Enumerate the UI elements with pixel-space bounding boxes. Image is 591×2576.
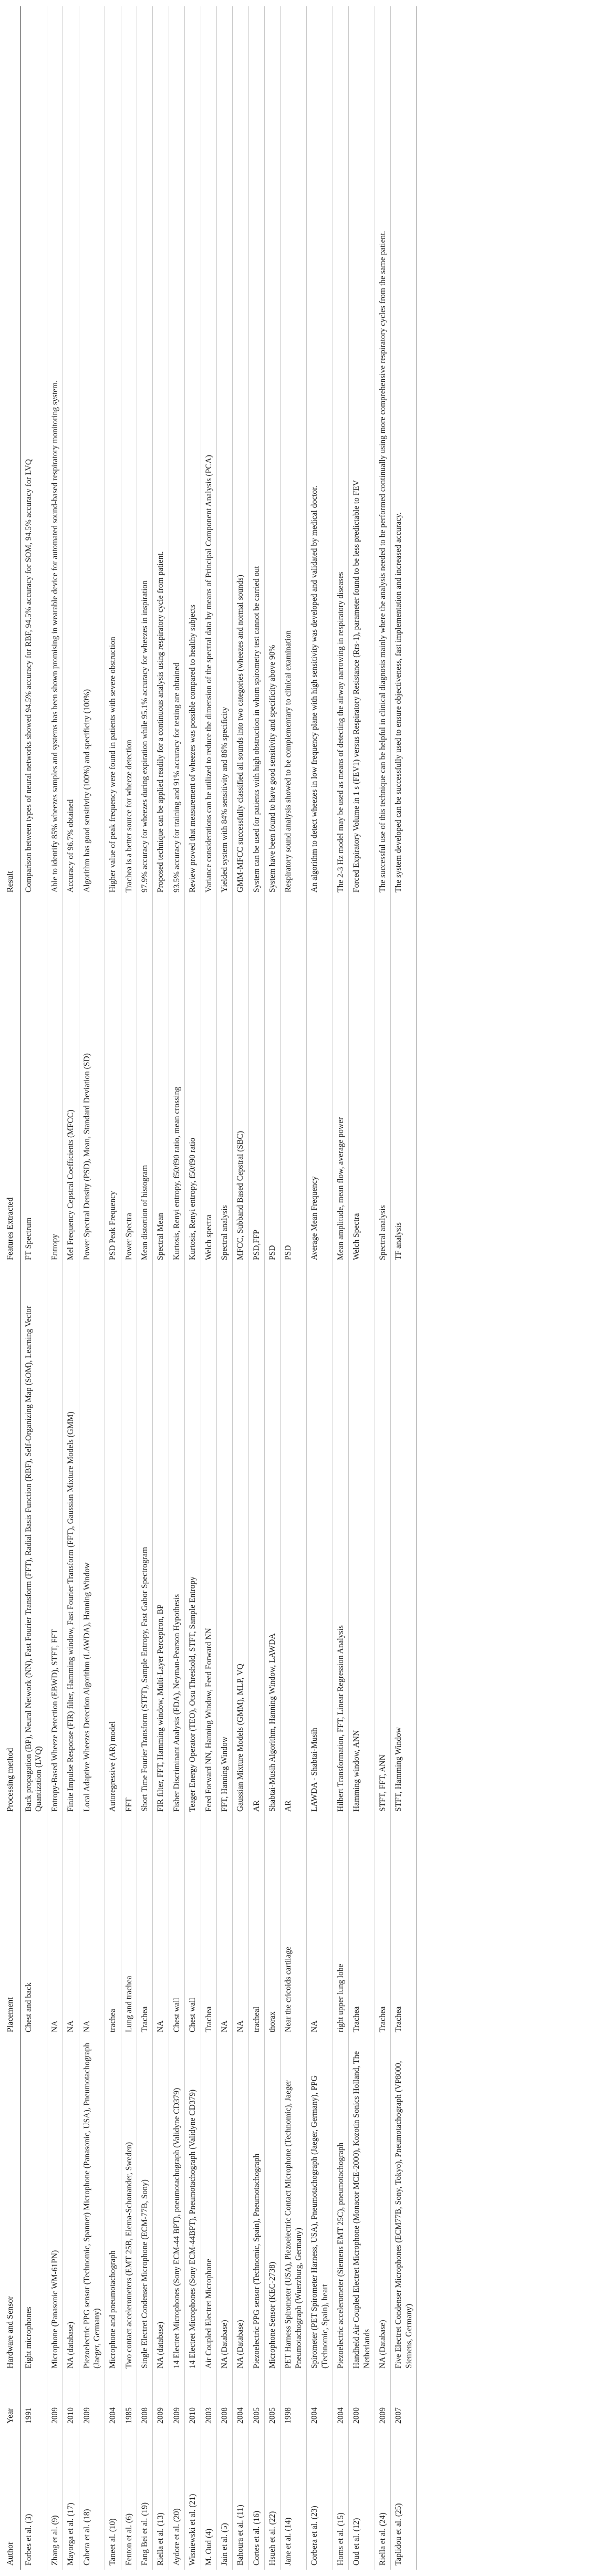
- cell-features: Power Spectral Density (PSD), Mean, Standard Deviation (SD): [79, 897, 105, 1264]
- cell-hardware: Microphone Sensor (KEC-2738): [265, 2037, 281, 2373]
- cell-author: Taplidou et al. (25): [391, 2428, 417, 2570]
- cell-placement: Chest wall: [185, 1816, 201, 2037]
- cell-result: 97.9% accuracy for wheezes during expiration while 95.1% accuracy for wheezes in inspiration: [137, 6, 153, 897]
- table-row: [63, 6, 79, 2570]
- cell-processing: AR: [248, 1264, 264, 1816]
- cell-author: Jain et al. (5): [216, 2428, 232, 2570]
- cell-placement: NA: [216, 1816, 232, 2037]
- header-result: Result: [3, 6, 21, 897]
- table-row: [121, 6, 137, 2570]
- cell-features: Average Mean Frequency: [307, 897, 333, 1264]
- cell-features: Mean distortion of histogram: [137, 897, 153, 1264]
- cell-hardware: Piezoelectric PPG sensor (Technomic, Spanner) Microphone (Panasonic, USA), Pneumotachograph (Jaeger, Germany): [79, 2037, 105, 2373]
- cell-result: The 2-3 Hz model may be used as means of detecting the airway narrowing in respiratory diseases: [333, 6, 348, 897]
- cell-author: Mayorga et al. (17): [63, 2428, 79, 2570]
- table-row: [201, 6, 216, 2570]
- cell-hardware: 14 Electret Microphones (Sony ECM-44BPT), Pneumotachograph (Validyne CD379): [185, 2037, 201, 2373]
- cell-author: Bahoura et al. (11): [233, 2428, 248, 2570]
- cell-author: M. Oud (4): [201, 2428, 216, 2570]
- cell-processing: Fisher Discriminant Analysis (FDA), Neyman-Pearson Hypothesis: [169, 1264, 184, 1816]
- cell-placement: Trachea: [349, 1816, 375, 2037]
- cell-processing: Finite Impulse Response (FIR) filter, Hamming window, Fast Fourier Transform (FFT), Gaussian Mixture Models (GMM): [63, 1264, 79, 1816]
- cell-result: An algorithm to detect wheezes in low frequency plane with high sensitivity was developed and validated by medical doctor.: [307, 6, 333, 897]
- cell-hardware: Single Electret Condenser Microphone (ECM-77B, Sony): [137, 2037, 153, 2373]
- cell-author: Fenton et al. (6): [121, 2428, 137, 2570]
- table-row: [21, 6, 47, 2570]
- cell-year: 2005: [265, 2373, 281, 2428]
- cell-placement: tracheal: [248, 1816, 264, 2037]
- cell-placement: Lung and trachea: [121, 1816, 137, 2037]
- cell-hardware: NA (database): [153, 2037, 169, 2373]
- cell-features: Entropy: [47, 897, 63, 1264]
- cell-processing: FFT, Hanning Window: [216, 1264, 232, 1816]
- cell-result: Respiratory sound analysis showed to be complementary to clinical examination: [281, 6, 307, 897]
- cell-result: Algorithm has good sensitivity (100%) and specificity (100%): [79, 6, 105, 897]
- cell-result: Yielded system with 84% sensitivity and 86% specificity: [216, 6, 232, 897]
- cell-result: The successful use of this technique can be helpful in clinical diagnosis mainly where the analysis needed to be performed continually using more comprehensive respiratory cycles from the same patient.: [375, 6, 391, 897]
- cell-features: FT Spectrum: [21, 897, 47, 1264]
- table-row: [333, 6, 348, 2570]
- cell-hardware: Two contact accelerometers (EMT 25B, Elema-Schonander, Sweden): [121, 2037, 137, 2373]
- cell-processing: LAWDA - Shabtai-Musih: [307, 1264, 333, 1816]
- cell-year: 2005: [248, 2373, 264, 2428]
- cell-year: 2004: [333, 2373, 348, 2428]
- cell-result: Comparison between types of neural networks showed 94.5% accuracy for RBF, 94.5% accuracy for SOM, 94.5% accuracy for LVQ: [21, 6, 47, 897]
- cell-features: Kurtosis, Renyi entropy, f50/f90 ratio, mean crossing: [169, 897, 184, 1264]
- cell-author: Wisniewski et al. (21): [185, 2428, 201, 2570]
- cell-processing: STFT, FFT, ANN: [375, 1264, 391, 1816]
- cell-hardware: NA (Database): [375, 2037, 391, 2373]
- cell-hardware: 14 Electret Microphones (Sony ECM-44 BPT), pneumotachograph (Validyne CD379): [169, 2037, 184, 2373]
- cell-hardware: NA (Database): [216, 2037, 232, 2373]
- cell-year: 2000: [349, 2373, 375, 2428]
- cell-year: 2009: [47, 2373, 63, 2428]
- cell-features: Power Spectra: [121, 897, 137, 1264]
- cell-features: Spectral analysis: [216, 897, 232, 1264]
- cell-result: Review proved that measurement of wheezes was possible compared to healthy subjects: [185, 6, 201, 897]
- cell-year: 2009: [153, 2373, 169, 2428]
- cell-placement: Trachea: [391, 1816, 417, 2037]
- header-author: Author: [3, 2428, 21, 2570]
- cell-processing: FFT: [121, 1264, 137, 1816]
- cell-author: Zhang et al. (9): [47, 2428, 63, 2570]
- cell-author: Riella et al. (24): [375, 2428, 391, 2570]
- cell-year: 2009: [169, 2373, 184, 2428]
- cell-hardware: Piezoelectric accelerometer (Siemens EMT 25C), pneumotachograph: [333, 2037, 348, 2373]
- cell-placement: Trachea: [137, 1816, 153, 2037]
- cell-hardware: Air Coupled Electret Microphone: [201, 2037, 216, 2373]
- cell-year: 2010: [63, 2373, 79, 2428]
- cell-features: MFCC, Subband Based Cepstral (SBC): [233, 897, 248, 1264]
- cell-processing: Feed Forward NN, Hanning Window, Feed Forward NN: [201, 1264, 216, 1816]
- cell-year: 2004: [105, 2373, 121, 2428]
- cell-author: Corbera et al. (23): [307, 2428, 333, 2570]
- cell-result: Able to identify 85% wheezes samples and systems has been shown promising in wearable device for automated sound-based respiratory monitoring system.: [47, 6, 63, 897]
- cell-author: Riella et al. (13): [153, 2428, 169, 2570]
- cell-author: Oud et al. (12): [349, 2428, 375, 2570]
- cell-features: Welch Spectra: [349, 897, 375, 1264]
- cell-result: Higher value of peak frequency were found in patients with severe obstruction: [105, 6, 121, 897]
- cell-result: System have been found to have good sensitivity and specificity above 90%: [265, 6, 281, 897]
- cell-placement: trachea: [105, 1816, 121, 2037]
- cell-year: 2007: [391, 2373, 417, 2428]
- cell-processing: STFT, Hamming Window: [391, 1264, 417, 1816]
- table-row: [391, 6, 417, 2570]
- cell-placement: Trachea: [375, 1816, 391, 2037]
- cell-placement: thorax: [265, 1816, 281, 2037]
- cell-author: Fang Bei et al. (19): [137, 2428, 153, 2570]
- cell-placement: right upper lung lobe: [333, 1816, 348, 2037]
- cell-processing: Hilbert Transformation, FFT, Linear Regression Analysis: [333, 1264, 348, 1816]
- cell-author: Jane et al. (14): [281, 2428, 307, 2570]
- cell-processing: AR: [281, 1264, 307, 1816]
- cell-features: Spectral Mean: [153, 897, 169, 1264]
- cell-placement: Chest and back: [21, 1816, 47, 2037]
- cell-hardware: PET Harness Spirometer (USA), Piezoelectric Contact Microphone (Technomic), Jaeger Pneumotachograph (Wuerzburg, Germany): [281, 2037, 307, 2373]
- table-row: [375, 6, 391, 2570]
- cell-result: Trachea is a better source for wheeze detection: [121, 6, 137, 897]
- cell-author: Forbes et al. (3): [21, 2428, 47, 2570]
- cell-year: 2008: [137, 2373, 153, 2428]
- table-row: [265, 6, 281, 2570]
- table-row: [307, 6, 333, 2570]
- cell-features: PSD: [265, 897, 281, 1264]
- cell-features: Kurtosis, Renyi entropy, f50/f90 ratio: [185, 897, 201, 1264]
- cell-placement: NA: [307, 1816, 333, 2037]
- cell-hardware: Eight microphones: [21, 2037, 47, 2373]
- cell-processing: Hamming window, ANN: [349, 1264, 375, 1816]
- cell-hardware: Spirometer (PET Spirometer Harness, USA), Pneumotachograph (Jaeger, Germany), PPG (Technomic, Spain), heart: [307, 2037, 333, 2373]
- cell-year: 2009: [79, 2373, 105, 2428]
- cell-year: 1991: [21, 2373, 47, 2428]
- header-processing: Processing method: [3, 1264, 21, 1816]
- cell-result: System can be used for patients with high obstruction in whom spirometry test cannot be carried out: [248, 6, 264, 897]
- cell-processing: Teager Energy Operator (TEO), Otsu Threshold, STFT, Sample Entropy: [185, 1264, 201, 1816]
- cell-features: Welch spectra: [201, 897, 216, 1264]
- cell-features: PSD: [281, 897, 307, 1264]
- cell-features: Mel Frequency Cepstral Coefficients (MFCC): [63, 897, 79, 1264]
- cell-placement: NA: [153, 1816, 169, 2037]
- cell-author: Cabera et al. (18): [79, 2428, 105, 2570]
- table-row: [169, 6, 184, 2570]
- cell-year: 2010: [185, 2373, 201, 2428]
- cell-year: 2003: [201, 2373, 216, 2428]
- cell-processing: Shabtai-Musih Algorithm, Hanning Window, LAWDA: [265, 1264, 281, 1816]
- cell-author: Taneet al. (10): [105, 2428, 121, 2570]
- cell-processing: Short Time Fourier Transform (STFT), Sample Entropy, Fast Gabor Spectrogram: [137, 1264, 153, 1816]
- cell-author: Cortes et al. (16): [248, 2428, 264, 2570]
- table-row: [153, 6, 169, 2570]
- table-row: [137, 6, 153, 2570]
- cell-processing: Back propagation (BP), Neural Network (NN), Fast Fourier Transform (FFT), Radial Basis Function (RBF), Self-Organizing Map (SOM), Learning Vector Quantization (LVQ): [21, 1264, 47, 1816]
- cell-result: Proposed technique can be applied readily for a continuous analysis using respiratory cycle from patient.: [153, 6, 169, 897]
- cell-result: Forced Expiratory Volume in 1 s (FEV1) versus Respiratory Resistance (Rrs-1), parameter found to be less predictable to FEV: [349, 6, 375, 897]
- header-features: Features Extracted: [3, 897, 21, 1264]
- header-placement: Placement: [3, 1816, 21, 2037]
- cell-author: Aydore et al. (20): [169, 2428, 184, 2570]
- cell-placement: NA: [47, 1816, 63, 2037]
- cell-hardware: Microphone (Panasonic WM-61PN): [47, 2037, 63, 2373]
- cell-author: Homs et al. (15): [333, 2428, 348, 2570]
- cell-features: TF analysis: [391, 897, 417, 1264]
- table-row: [185, 6, 201, 2570]
- table-row: [248, 6, 264, 2570]
- table-row: [281, 6, 307, 2570]
- cell-result: 93.5% accuracy for training and 91% accuracy for testing are obtained: [169, 6, 184, 897]
- table-row: [349, 6, 375, 2570]
- cell-hardware: NA (database): [63, 2037, 79, 2373]
- cell-hardware: Five Electret Condenser Microphones (ECM77B, Sony, Tokyo), Pneumotachograph (VP8000, Siemens, Germany): [391, 2037, 417, 2373]
- cell-result: Variance considerations can be utilized to reduce the dimension of the spectral data by means of Principal Component Analysis (PCA): [201, 6, 216, 897]
- cell-hardware: Handheld Air Coupled Electret Microphone (Monacor MCE-2000), Kozotin Sonics Holland, The Netherlands: [349, 2037, 375, 2373]
- cell-year: 1985: [121, 2373, 137, 2428]
- header-hardware: Hardware and Sensor: [3, 2037, 21, 2373]
- cell-year: 1998: [281, 2373, 307, 2428]
- cell-features: PSD,FFP: [248, 897, 264, 1264]
- header-year: Year: [3, 2373, 21, 2428]
- cell-hardware: Microphone and pneumotachograph: [105, 2037, 121, 2373]
- cell-features: Spectral analysis: [375, 897, 391, 1264]
- cell-result: Accuracy of 96.7% obtained: [63, 6, 79, 897]
- header-row: [3, 6, 21, 2570]
- cell-features: Mean amplitude, mean flow, average power: [333, 897, 348, 1264]
- cell-processing: Local Adaptive Wheezes Detection Algorithm (LAWDA), Hanning Window: [79, 1264, 105, 1816]
- cell-features: PSD Peak Frequency: [105, 897, 121, 1264]
- cell-year: 2009: [375, 2373, 391, 2428]
- cell-year: 2004: [233, 2373, 248, 2428]
- cell-year: 2004: [307, 2373, 333, 2428]
- cell-placement: Chest wall: [169, 1816, 184, 2037]
- cell-placement: NA: [63, 1816, 79, 2037]
- table-row: [216, 6, 232, 2570]
- cell-processing: Gaussian Mixture Models (GMM), MLP, VQ: [233, 1264, 248, 1816]
- cell-processing: Autoregressive (AR) model: [105, 1264, 121, 1816]
- cell-placement: NA: [79, 1816, 105, 2037]
- cell-year: 2008: [216, 2373, 232, 2428]
- cell-result: The system developed can be successfully used to ensure objectiveness, fast implementation and increased accuracy.: [391, 6, 417, 897]
- literature-table: [3, 6, 417, 2570]
- cell-placement: Near the cricoids cartilage: [281, 1816, 307, 2037]
- table-row: [105, 6, 121, 2570]
- table-row: [79, 6, 105, 2570]
- table-row: [47, 6, 63, 2570]
- table-row: [233, 6, 248, 2570]
- cell-placement: NA: [233, 1816, 248, 2037]
- cell-processing: FIR filter, FFT, Hamming window, Multi-Layer Perceptron, BP: [153, 1264, 169, 1816]
- cell-author: Hsueh et al. (22): [265, 2428, 281, 2570]
- cell-hardware: NA (Database): [233, 2037, 248, 2373]
- cell-placement: Trachea: [201, 1816, 216, 2037]
- cell-result: GMM-MFCC successfully classified all sounds into two categories (wheezes and normal sounds): [233, 6, 248, 897]
- cell-processing: Entropy-Based Wheeze Detection (EBWD), STFT, FFT: [47, 1264, 63, 1816]
- cell-hardware: Piezoelectric PPG sensor (Technomic, Spain), Pneumotachograph: [248, 2037, 264, 2373]
